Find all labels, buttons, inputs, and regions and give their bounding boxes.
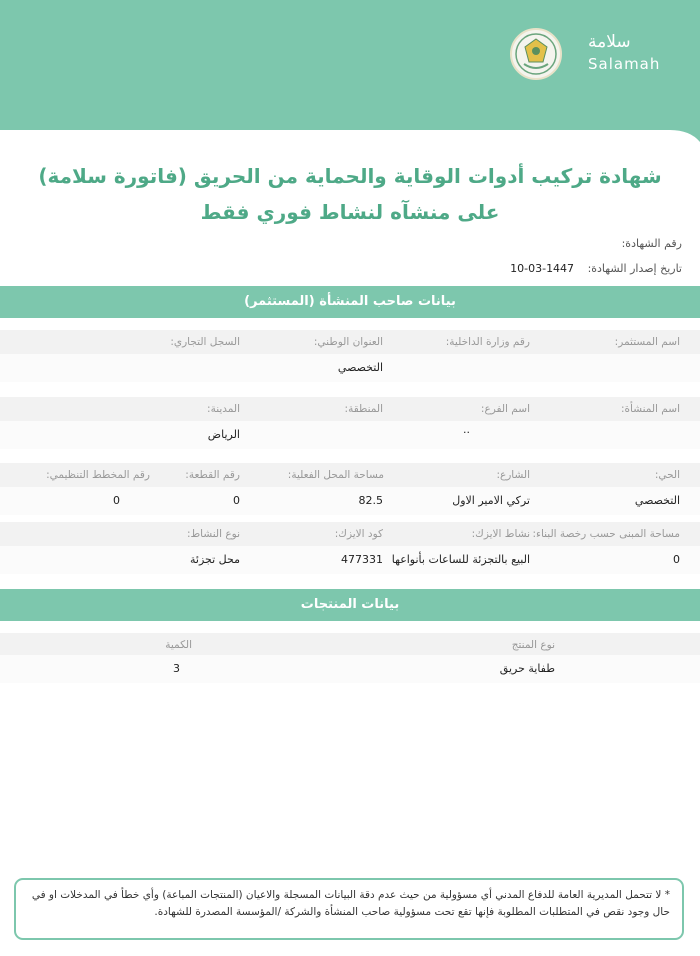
label-scheme-number: رقم المخطط التنظيمي: <box>46 469 150 481</box>
value-district: التخصصي <box>634 494 680 507</box>
certificate-date <box>510 262 682 275</box>
label-interior-number: رقم وزارة الداخلية: <box>445 336 530 348</box>
label-branch-name: اسم الفرع: <box>480 403 530 415</box>
label-plot-number: رقم القطعة: <box>185 469 240 481</box>
value-branch-name: .. <box>463 423 470 436</box>
label-investor-name: اسم المستثمر: <box>614 336 680 348</box>
label-establishment-name: اسم المنشأة: <box>620 403 680 415</box>
value-city: الرياض <box>207 428 240 441</box>
products-values <box>0 655 700 683</box>
certificate-number <box>612 237 682 250</box>
owner-section-heading: بيانات صاحب المنشأة (المستثمر) <box>0 286 700 318</box>
brand-name-english: Salamah <box>588 55 661 73</box>
certificate-date-value: 1447-03-10 <box>510 262 575 275</box>
certificate-title: شهادة تركيب أدوات الوقاية والحماية من الحريق (فاتورة سلامة) <box>38 164 662 188</box>
label-quantity: الكمية <box>165 639 192 651</box>
disclaimer-box <box>14 878 684 940</box>
label-region: المنطقة: <box>344 403 383 415</box>
value-isic-code: 477331 <box>341 553 383 566</box>
civil-defense-emblem-icon <box>510 28 562 80</box>
label-building-area: مساحة المبنى حسب رخصة البناء: <box>532 528 680 540</box>
label-isic-activity: نشاط الايزك: <box>471 528 530 540</box>
products-labels <box>0 633 700 657</box>
label-city: المدينة: <box>207 403 240 415</box>
owner-row1-values <box>0 354 700 382</box>
certificate-subtitle: على منشآه لنشاط فوري فقط <box>200 200 500 224</box>
owner-row2-labels <box>0 397 700 421</box>
value-national-address: التخصصي <box>337 361 383 374</box>
owner-row4-labels <box>0 522 700 546</box>
value-building-area: 0 <box>673 553 680 566</box>
label-activity-type: نوع النشاط: <box>186 528 240 540</box>
certificate-number-label: رقم الشهادة: <box>621 237 682 250</box>
brand-name-arabic: سلامة <box>588 32 631 52</box>
certificate-date-label: تاريخ إصدار الشهادة: <box>587 262 682 275</box>
value-plot-number: 0 <box>233 494 240 507</box>
owner-row1-labels <box>0 330 700 354</box>
value-scheme-number: 0 <box>113 494 120 507</box>
label-shop-area: مساحة المحل الفعلية: <box>287 469 384 481</box>
products-section-heading: بيانات المنتجات <box>0 589 700 621</box>
label-product-type: نوع المنتج <box>511 639 555 651</box>
owner-row2-values <box>0 421 700 449</box>
value-quantity: 3 <box>173 662 180 675</box>
label-isic-code: كود الايزك: <box>334 528 383 540</box>
label-district: الحي: <box>654 469 680 481</box>
value-product-type: طفاية حريق <box>499 662 555 675</box>
header-curve <box>0 128 700 142</box>
owner-row4-values <box>0 546 700 574</box>
value-activity-type: محل تجزئة <box>189 553 240 566</box>
label-national-address: العنوان الوطني: <box>313 336 383 348</box>
label-commercial-register: السجل التجاري: <box>170 336 240 348</box>
owner-row3-labels <box>0 463 700 487</box>
label-street: الشارع: <box>496 469 530 481</box>
value-street: تركي الامير الاول <box>452 494 530 507</box>
value-isic-activity: البيع بالتجزئة للساعات بأنواعها <box>391 553 530 566</box>
owner-row3-values <box>0 487 700 515</box>
value-shop-area: 82.5 <box>358 494 383 507</box>
disclaimer-text: * لا تتحمل المديرية العامة للدفاع المدني أي مسؤولية من حيث عدم دقة البيانات المسجلة والاعيان (المنتجات المباعة) وأي خطأ في المدخلات او في حال وجود نقص في المتطلبات المطلوبة فإنها تقع تحت مسؤولية صاحب المنشأة والشركة /المؤسسة المصدرة للشهادة. <box>31 889 670 918</box>
